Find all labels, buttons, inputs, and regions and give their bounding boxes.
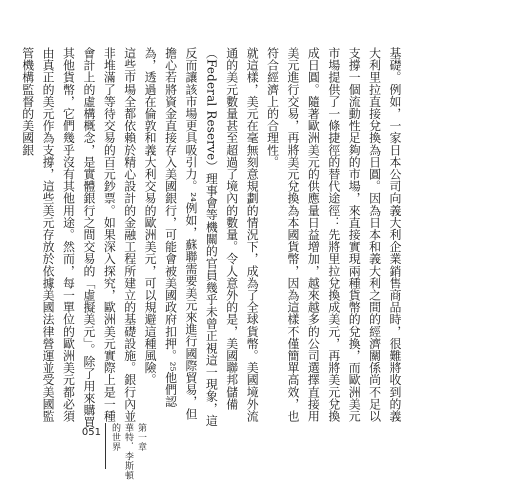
footer-divider xyxy=(105,423,106,469)
page-number: 051 xyxy=(81,427,101,438)
paragraph-3: 這些市場全都依賴於精心設計的金融工程所建立的基礎設施。銀行內並非堆滿了等待交易的百元鈔票。如果深入探究，歐洲美元實際上是一種會計上的虛構概念，是實體銀行之間交易的「虛擬美元」。除了用來購買其他貨幣，它們幾乎沒有其他用途。然而，每一單位的歐洲美元都必須由真正的美元作為支撐，這些美元存放於依據美國法律營運並受美國監管機構監督的美國銀 xyxy=(20,47,137,429)
page-footer xyxy=(82,423,146,480)
chapter-title-line-2: 的世界 xyxy=(110,423,120,452)
body-text xyxy=(20,47,405,432)
paragraph-2: 就這樣，美元在毫無刻意規劃的情況下，成為了全球貨幣。美國境外流通的美元數量甚至超過了境內的數量。令人意外的是，美國聯邦儲備（Federal Reserve）理事會等機關的官員幾乎未曾正視這一現象，這反而讓該市場更具吸引力。²⁴例如，蘇聯需要美元來進行國際貿易，但擔心若將資金直接存入美國銀行，可能會被美國政府扣押。²⁵他們認為，透過在倫敦和義大利交易的歐洲美元，可以規避這種風險。 xyxy=(143,47,260,427)
chapter-title-line-1: 華特．李斯頓 xyxy=(123,423,133,480)
chapter-running-head xyxy=(110,423,146,480)
paragraph-1: 基礎。例如，一家日本公司向義大利企業銷售商品時，很難將收到的義大利里拉直接兌換為日圓。因為日本和義大利之間的經濟關係尚不足以支撐一個流動性足夠的市場，來直接實現兩種貨幣的兌換，而歐洲美元市場提供了一條捷徑的替代途徑：先將里拉兌換成美元，再將美元兌換成日圓。隨著歐洲美元的供應量日益增加，越來越多的公司選擇直接用美元進行交易，再將美元兌換為本國貨幣，因為這樣不僅簡單高效，也符合經濟上的合理性。 xyxy=(265,47,402,423)
chapter-number: 第一章 xyxy=(136,423,146,452)
